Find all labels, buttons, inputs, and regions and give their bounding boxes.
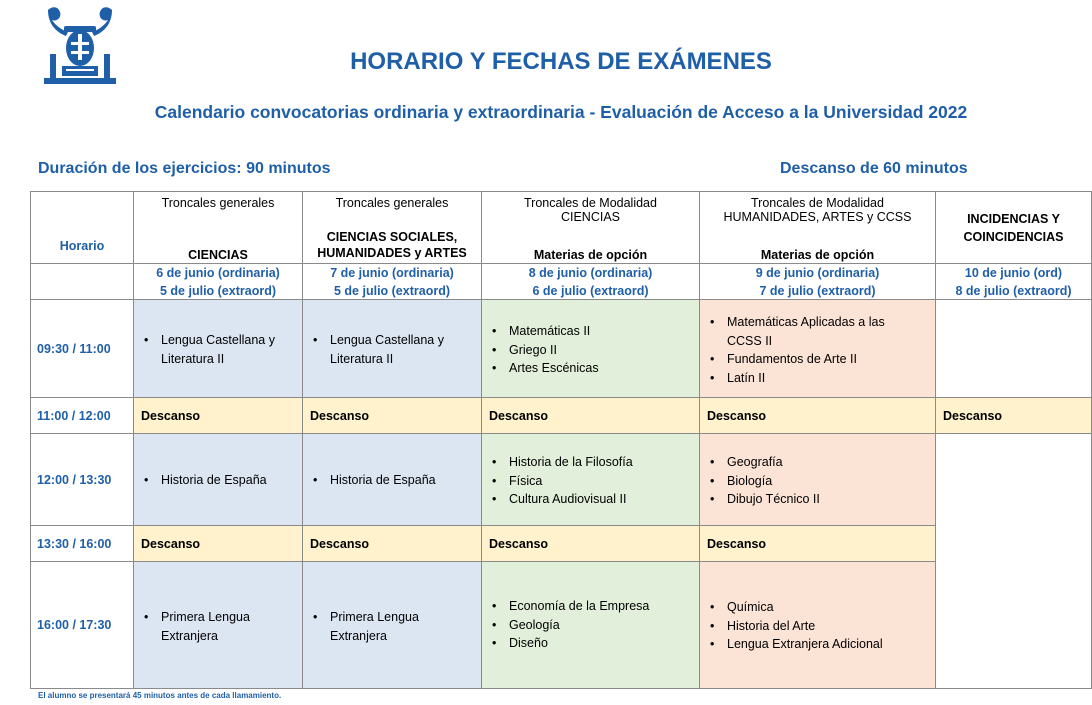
subject-item: • Historia de España bbox=[311, 471, 477, 490]
subject-item: • Latín II bbox=[708, 369, 931, 388]
subject-item: • Historia de la Filosofía bbox=[490, 453, 695, 472]
subject-item: • Geología bbox=[490, 616, 695, 635]
subject-item: • Economía de la Empresa bbox=[490, 597, 695, 616]
slot-3-col-4 bbox=[699, 561, 936, 689]
slot-2-col-2 bbox=[302, 433, 482, 526]
subject-item: • Biología bbox=[708, 472, 931, 491]
subject-item: • Primera Lengua Extranjera bbox=[311, 608, 477, 645]
slot-1-col-2 bbox=[302, 299, 482, 398]
slot-3-col-2 bbox=[302, 561, 482, 689]
slot-2-col-3 bbox=[481, 433, 700, 526]
duration-note: Duración de los ejercicios: 90 minutos bbox=[38, 160, 331, 177]
subject-item: • Griego II bbox=[490, 341, 695, 360]
subject-item: • Primera Lengua Extranjera bbox=[142, 608, 298, 645]
dates-col-2: 7 de junio (ordinaria) 5 de julio (extraord) bbox=[302, 263, 482, 300]
subject-item: • Geografía bbox=[708, 453, 931, 472]
subject-item: • Matemáticas Aplicadas a las CCSS II bbox=[708, 313, 931, 350]
incidencias-merged bbox=[935, 433, 1092, 689]
dates-col-3: 8 de junio (ordinaria) 6 de julio (extraord) bbox=[481, 263, 700, 300]
subject-item: • Historia del Arte bbox=[708, 617, 931, 636]
break-1-col-1: Descanso bbox=[133, 397, 303, 434]
break-1-col-5: Descanso bbox=[935, 397, 1092, 434]
break-1-col-4: Descanso bbox=[699, 397, 936, 434]
subject-item: • Cultura Audiovisual II bbox=[490, 490, 695, 509]
slot-1-col-3 bbox=[481, 299, 700, 398]
slot-1-col-5 bbox=[935, 299, 1092, 398]
subject-item: • Fundamentos de Arte II bbox=[708, 350, 931, 369]
subject-item: • Matemáticas II bbox=[490, 322, 695, 341]
header-col-modalidad-humanidades: Troncales de Modalidad HUMANIDADES, ARTES y CCSS Materias de opción bbox=[699, 191, 936, 264]
dates-col-4: 9 de junio (ordinaria) 7 de julio (extraord) bbox=[699, 263, 936, 300]
time-slot-3: 16:00 / 17:30 bbox=[30, 561, 134, 689]
dates-empty bbox=[30, 263, 134, 300]
header-col-ciencias: Troncales generales CIENCIAS bbox=[133, 191, 303, 264]
dates-col-5: 10 de junio (ord) 8 de julio (extraord) bbox=[935, 263, 1092, 300]
subject-item: • Diseño bbox=[490, 634, 695, 653]
slot-3-col-1 bbox=[133, 561, 303, 689]
break-2-col-2: Descanso bbox=[302, 525, 482, 562]
time-break-1: 11:00 / 12:00 bbox=[30, 397, 134, 434]
dates-col-1: 6 de junio (ordinaria) 5 de julio (extraord) bbox=[133, 263, 303, 300]
break-2-col-4: Descanso bbox=[699, 525, 936, 562]
header-col-incidencias: INCIDENCIAS Y COINCIDENCIAS bbox=[935, 191, 1092, 264]
rest-note: Descanso de 60 minutos bbox=[780, 160, 968, 177]
page-subtitle: Calendario convocatorias ordinaria y extraordinaria - Evaluación de Acceso a la Universidad 2022 bbox=[154, 102, 968, 122]
footnote: El alumno se presentará 45 minutos antes de cada llamamiento. bbox=[38, 691, 282, 700]
slot-2-col-4 bbox=[699, 433, 936, 526]
slot-1-col-4 bbox=[699, 299, 936, 398]
subject-item: • Química bbox=[708, 598, 931, 617]
time-break-2: 13:30 / 16:00 bbox=[30, 525, 134, 562]
subject-item: • Lengua Castellana y Literatura II bbox=[142, 331, 298, 368]
header-col-ccss: Troncales generales CIENCIAS SOCIALES, HUMANIDADES y ARTES bbox=[302, 191, 482, 264]
time-slot-2: 12:00 / 13:30 bbox=[30, 433, 134, 526]
slot-1-col-1 bbox=[133, 299, 303, 398]
break-1-col-2: Descanso bbox=[302, 397, 482, 434]
break-2-col-1: Descanso bbox=[133, 525, 303, 562]
break-2-col-3: Descanso bbox=[481, 525, 700, 562]
slot-3-col-3 bbox=[481, 561, 700, 689]
subject-item: • Física bbox=[490, 472, 695, 491]
break-1-col-3: Descanso bbox=[481, 397, 700, 434]
time-slot-1: 09:30 / 11:00 bbox=[30, 299, 134, 398]
header-horario: Horario bbox=[30, 191, 134, 264]
subject-item: • Lengua Extranjera Adicional bbox=[708, 635, 931, 654]
subject-item: • Dibujo Técnico II bbox=[708, 490, 931, 509]
subject-item: • Historia de España bbox=[142, 471, 298, 490]
page-title: HORARIO Y FECHAS DE EXÁMENES bbox=[350, 48, 772, 75]
subject-item: • Artes Escénicas bbox=[490, 359, 695, 378]
header-col-modalidad-ciencias: Troncales de Modalidad CIENCIAS Materias de opción bbox=[481, 191, 700, 264]
subject-item: • Lengua Castellana y Literatura II bbox=[311, 331, 477, 368]
slot-2-col-1 bbox=[133, 433, 303, 526]
